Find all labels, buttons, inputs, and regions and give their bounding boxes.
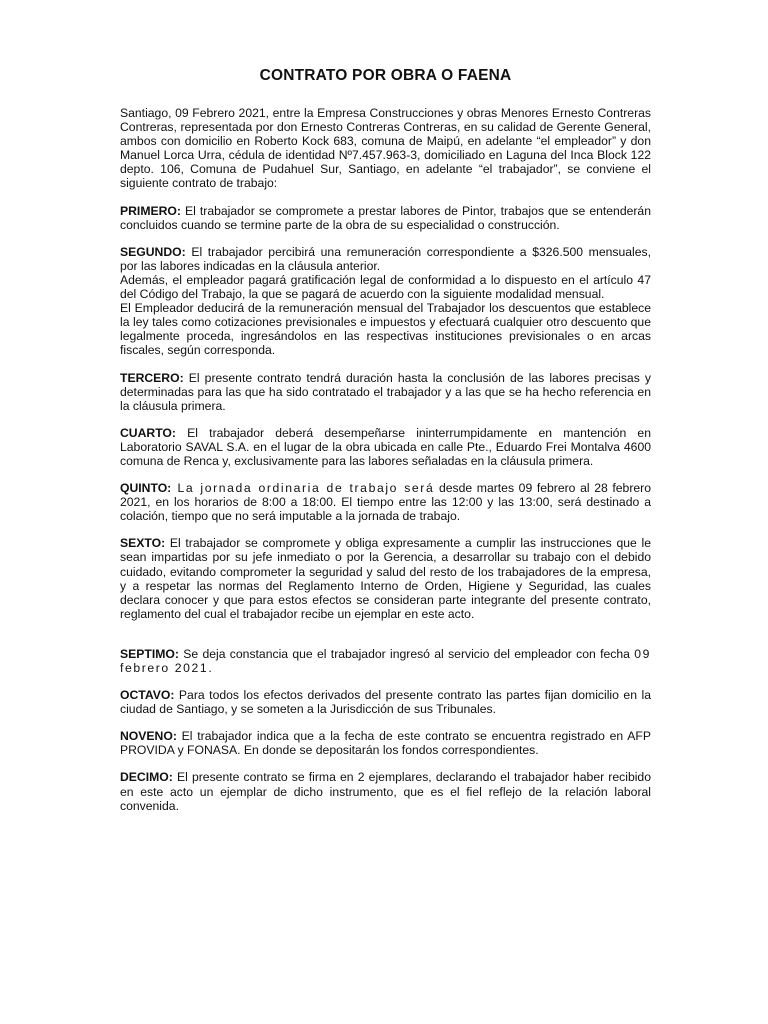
- contract-document: [120, 66, 651, 826]
- clause-text: desde martes 09 febrero al 28 febrero 2021, en los horarios de 8:00 a 18:00. El tiempo entre las 12:00 y las 13:00, será destinado a colación, tiempo que no será imputable a la jornada de trabajo.: [120, 481, 651, 524]
- clause-text: El trabajador deberá desempeñarse ininterrumpidamente en mantención en Laboratorio SAVAL S.A. en el lugar de la obra ubicada en calle Pte., Eduardo Frei Montalva 4600 comuna de Renca y, exclusivamente para las labores señaladas en la cláusula primera.: [120, 425, 651, 468]
- clause-noveno: [120, 729, 651, 757]
- clause-label: TERCERO:: [120, 370, 184, 385]
- clause-quinto: [120, 481, 651, 523]
- clause-decimo: [120, 770, 651, 812]
- clause-text: Se deja constancia que el trabajador ingresó al servicio del empleador con fecha: [178, 646, 635, 661]
- clause-segundo-p1: [120, 245, 651, 273]
- clause-text: El trabajador se compromete a prestar labores de Pintor, trabajos que se entenderán concluidos cuando se termine parte de la obra de su especialidad o construcción.: [120, 203, 651, 232]
- clause-label: NOVENO:: [120, 729, 177, 744]
- clause-label: DECIMO:: [120, 770, 173, 785]
- clause-sexto: [120, 536, 651, 621]
- clause-text: El trabajador se compromete y obliga expresamente a cumplir las instrucciones que le sean impartidas por su jefe inmediato o por la Gerencia, a desarrollar su trabajo con el debido cuidado, evitando comprometer la seguridad y salud del resto de los trabajadores de la empresa, y a respetar las normas del Reglamento Interno de Orden, Higiene y Seguridad, las cuales declara conocer y que para estos efectos se consideran parte integrante del presente contrato, reglamento del cual el trabajador recibe un ejemplar en este acto.: [120, 536, 651, 621]
- clause-text: El presente contrato tendrá duración hasta la conclusión de las labores precisas y determinadas para las que ha sido contratado el trabajador y a las que se ha hecho referencia en la cláusula primera.: [120, 370, 651, 413]
- clause-text-spaced: La jornada ordinaria de trabajo será: [171, 481, 435, 496]
- clause-septimo: [120, 647, 651, 675]
- clause-label: SEXTO:: [120, 536, 166, 551]
- clause-label: CUARTO:: [120, 425, 176, 440]
- clause-label: PRIMERO:: [120, 203, 181, 218]
- clause-label: SEGUNDO:: [120, 244, 186, 259]
- clause-tercero: [120, 371, 651, 413]
- clause-text: Para todos los efectos derivados del presente contrato las partes fijan domicilio en la ciudad de Santiago, y se someten a la Jurisdicción de sus Tribunales.: [120, 688, 651, 717]
- clause-label: SEPTIMO:: [120, 646, 179, 661]
- clause-primero: [120, 204, 651, 232]
- clause-segundo-p3: El Empleador deducirá de la remuneración mensual del Trabajador los descuentos que establece la ley tales como cotizaciones previsionales e impuestos y efectuará cualquier otro descuento que legalmente proceda, ingresándolos en las respectivas instituciones previsionales o en arcas fiscales, según corresponda.: [120, 301, 651, 358]
- clause-text: El trabajador percibirá una remuneración correspondiente a $326.500 mensuales, por las labores indicadas en la cláusula anterior.: [120, 244, 651, 273]
- document-title: CONTRATO POR OBRA O FAENA: [259, 67, 512, 84]
- intro-paragraph: Santiago, 09 Febrero 2021, entre la Empresa Construcciones y obras Menores Ernesto Contreras Contreras, representada por don Ernesto Contreras Contreras, en su calidad de Gerente General, ambos con domicilio en Roberto Kock 683, comuna de Maipú, en adelante “el empleador” y don Manuel Lorca Urra, cédula de identidad Nº7.457.963-3, domiciliado en Laguna del Inca Block 122 depto. 106, Comuna de Pudahuel Sur, Santiago, en adelante “el trabajador”, se conviene el siguiente contrato de trabajo:: [120, 106, 651, 191]
- clause-segundo: [120, 245, 651, 358]
- clause-octavo: [120, 688, 651, 716]
- clause-text: El trabajador indica que a la fecha de este contrato se encuentra registrado en AFP PROVIDA y FONASA. En donde se depositarán los fondos correspondientes.: [120, 729, 651, 758]
- clause-text-spaced: 09 febrero 2021.: [120, 646, 651, 675]
- clause-text: El presente contrato se firma en 2 ejemplares, declarando el trabajador haber recibido en este acto un ejemplar de dicho instrumento, que es el fiel reflejo de la relación laboral convenida.: [120, 770, 651, 813]
- clause-label: OCTAVO:: [120, 688, 175, 703]
- clause-cuarto: [120, 426, 651, 468]
- clause-segundo-p2: Además, el empleador pagará gratificación legal de conformidad a lo dispuesto en el artículo 47 del Código del Trabajo, la que se pagará de acuerdo con la siguiente modalidad mensual.: [120, 272, 651, 302]
- clause-label: QUINTO:: [120, 481, 172, 496]
